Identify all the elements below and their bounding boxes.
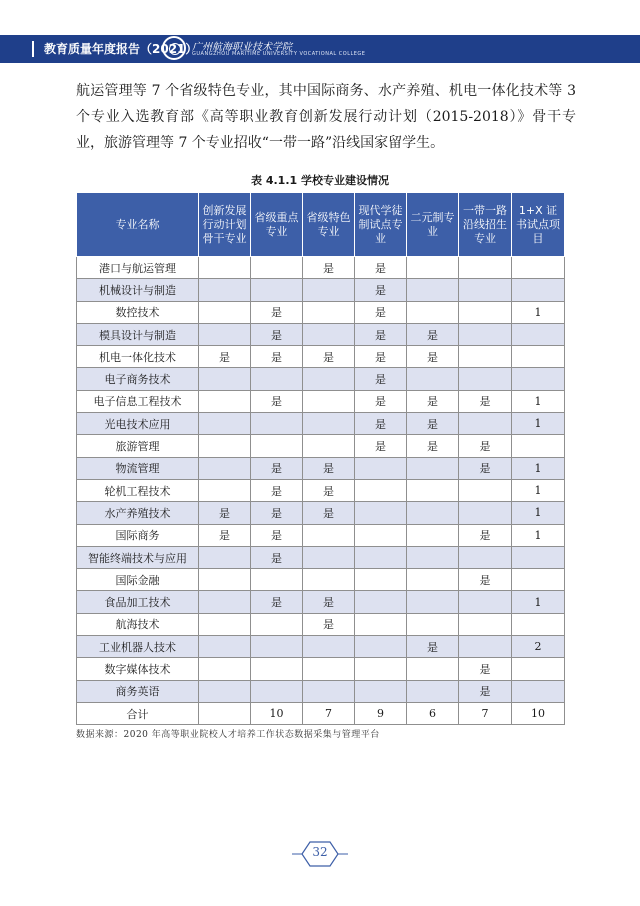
table-cell — [199, 613, 251, 635]
table-cell — [407, 613, 459, 635]
table-cell — [251, 680, 303, 702]
table-cell: 1 — [512, 591, 565, 613]
body-paragraph: 航运管理等 7 个省级特色专业，其中国际商务、水产养殖、机电一体化技术等 3 个专业入选教育部《高等职业教育创新发展行动计划（2015-2018）》骨干专业，旅游管理等 7 个专业招收“一带一路”沿线国家留学生。 — [76, 83, 576, 151]
table-cell: 是 — [251, 301, 303, 323]
table-cell: 1 — [512, 524, 565, 546]
table-cell — [512, 435, 565, 457]
table-cell — [512, 368, 565, 390]
table-cell — [355, 479, 407, 501]
table-cell: 是 — [199, 502, 251, 524]
table-cell: 是 — [355, 390, 407, 412]
table-row — [77, 524, 565, 546]
major-name-cell: 机械设计与制造 — [77, 279, 199, 301]
table-cell — [459, 636, 512, 658]
table-cell: 是 — [303, 502, 355, 524]
table-cell: 是 — [303, 257, 355, 279]
table-row — [77, 613, 565, 635]
table-cell: 是 — [459, 435, 512, 457]
table-cell — [459, 613, 512, 635]
table-row — [77, 479, 565, 501]
total-cell: 6 — [407, 702, 459, 724]
table-cell: 1 — [512, 457, 565, 479]
table-cell — [251, 257, 303, 279]
table-cell: 是 — [251, 323, 303, 345]
table-cell: 是 — [407, 435, 459, 457]
table-row — [77, 658, 565, 680]
table-row — [77, 457, 565, 479]
table-cell — [355, 636, 407, 658]
table-cell: 是 — [355, 435, 407, 457]
total-cell: 10 — [251, 702, 303, 724]
table-cell: 是 — [251, 457, 303, 479]
table-cell — [199, 390, 251, 412]
table-header-row — [77, 193, 565, 257]
table-cell — [303, 636, 355, 658]
table-row — [77, 569, 565, 591]
table-cell — [512, 323, 565, 345]
column-header: 一带一路沿线招生专业 — [459, 193, 512, 257]
table-cell: 是 — [355, 346, 407, 368]
table-cell: 是 — [303, 479, 355, 501]
major-name-cell: 旅游管理 — [77, 435, 199, 457]
total-cell: 7 — [459, 702, 512, 724]
table-cell — [303, 546, 355, 568]
table-cell: 是 — [251, 502, 303, 524]
table-cell: 是 — [303, 457, 355, 479]
table-cell — [459, 257, 512, 279]
table-cell — [251, 613, 303, 635]
column-header: 省级特色专业 — [303, 193, 355, 257]
major-name-cell: 智能终端技术与应用 — [77, 546, 199, 568]
table-cell — [459, 323, 512, 345]
column-header: 现代学徒制试点专业 — [355, 193, 407, 257]
table-cell: 是 — [303, 613, 355, 635]
table-cell — [199, 479, 251, 501]
table-cell — [251, 658, 303, 680]
total-cell: 9 — [355, 702, 407, 724]
table-cell — [303, 301, 355, 323]
table-cell — [303, 658, 355, 680]
table-cell: 是 — [355, 413, 407, 435]
table-cell — [407, 479, 459, 501]
table-cell — [303, 323, 355, 345]
school-logo-icon — [162, 36, 186, 60]
table-cell: 是 — [355, 301, 407, 323]
table-cell — [355, 658, 407, 680]
table-row — [77, 301, 565, 323]
table-cell — [199, 591, 251, 613]
table-cell — [407, 502, 459, 524]
table-cell — [251, 636, 303, 658]
table-row — [77, 435, 565, 457]
table-cell: 2 — [512, 636, 565, 658]
table-cell — [355, 591, 407, 613]
table-cell: 1 — [512, 390, 565, 412]
column-header: 创新发展行动计划骨干专业 — [199, 193, 251, 257]
table-cell: 是 — [407, 636, 459, 658]
table-cell: 是 — [251, 346, 303, 368]
table-cell — [251, 569, 303, 591]
table-cell: 是 — [199, 524, 251, 546]
major-name-cell: 数字媒体技术 — [77, 658, 199, 680]
total-label-cell: 合计 — [77, 702, 199, 724]
table-cell — [407, 524, 459, 546]
table-row — [77, 680, 565, 702]
table-row — [77, 636, 565, 658]
table-cell — [355, 613, 407, 635]
table-cell — [407, 680, 459, 702]
table-cell — [303, 390, 355, 412]
table-cell — [199, 368, 251, 390]
table-row — [77, 390, 565, 412]
table-cell — [512, 346, 565, 368]
table-cell: 1 — [512, 301, 565, 323]
table-cell — [407, 368, 459, 390]
table-cell — [459, 413, 512, 435]
major-name-cell: 工业机器人技术 — [77, 636, 199, 658]
table-cell — [303, 569, 355, 591]
major-name-cell: 轮机工程技术 — [77, 479, 199, 501]
table-cell: 是 — [459, 569, 512, 591]
table-cell — [459, 479, 512, 501]
table-cell — [303, 524, 355, 546]
table-cell — [459, 502, 512, 524]
table-cell: 是 — [355, 279, 407, 301]
table-cell — [303, 435, 355, 457]
table-cell — [199, 546, 251, 568]
table-cell — [199, 435, 251, 457]
table-cell — [512, 613, 565, 635]
table-row — [77, 279, 565, 301]
major-name-cell: 港口与航运管理 — [77, 257, 199, 279]
table-row — [77, 413, 565, 435]
table-cell — [355, 546, 407, 568]
major-name-cell: 航海技术 — [77, 613, 199, 635]
table-cell — [407, 591, 459, 613]
major-name-cell: 机电一体化技术 — [77, 346, 199, 368]
table-cell — [251, 279, 303, 301]
major-name-cell: 物流管理 — [77, 457, 199, 479]
column-header: 专业名称 — [77, 193, 199, 257]
table-row — [77, 502, 565, 524]
table-cell: 1 — [512, 479, 565, 501]
total-cell: 10 — [512, 702, 565, 724]
table-cell: 是 — [303, 346, 355, 368]
table-cell — [459, 301, 512, 323]
table-cell: 是 — [355, 368, 407, 390]
table-cell — [407, 301, 459, 323]
table-cell: 是 — [355, 257, 407, 279]
table-cell — [251, 413, 303, 435]
table-cell — [459, 546, 512, 568]
table-cell — [199, 413, 251, 435]
header-divider — [32, 41, 34, 57]
table-cell — [303, 680, 355, 702]
table-cell — [199, 279, 251, 301]
table-cell — [407, 257, 459, 279]
report-title: 教育质量年度报告（2021） — [44, 42, 198, 56]
major-name-cell: 光电技术应用 — [77, 413, 199, 435]
school-name-en: GUANGZHOU MARITIME UNIVERSITY VOCATIONAL COLLEGE — [192, 51, 366, 57]
table-cell: 是 — [303, 591, 355, 613]
table-cell: 是 — [459, 524, 512, 546]
page-number: 32 — [312, 845, 328, 859]
table-cell — [512, 546, 565, 568]
table-cell: 是 — [251, 591, 303, 613]
table-cell — [199, 636, 251, 658]
table-cell — [303, 413, 355, 435]
table-cell: 是 — [459, 390, 512, 412]
table-cell — [355, 524, 407, 546]
table-cell: 是 — [251, 524, 303, 546]
table-cell — [355, 680, 407, 702]
data-source-note: 数据来源：2020 年高等职业院校人才培养工作状态数据采集与管理平台 — [76, 730, 380, 740]
total-cell: 7 — [303, 702, 355, 724]
major-construction-table — [76, 192, 565, 725]
page-header — [0, 35, 640, 63]
column-header: 二元制专业 — [407, 193, 459, 257]
table-row — [77, 323, 565, 345]
table-cell: 是 — [251, 479, 303, 501]
major-name-cell: 电子商务技术 — [77, 368, 199, 390]
table-caption: 表 4.1.1 学校专业建设情况 — [251, 174, 389, 187]
table-cell: 是 — [459, 680, 512, 702]
table-cell — [199, 457, 251, 479]
table-cell — [199, 658, 251, 680]
table-cell: 是 — [407, 346, 459, 368]
major-name-cell: 数控技术 — [77, 301, 199, 323]
table-cell — [199, 323, 251, 345]
table-cell — [199, 569, 251, 591]
school-name: 广州航海职业技术学院 — [192, 42, 292, 53]
column-header: 省级重点专业 — [251, 193, 303, 257]
table-cell — [407, 658, 459, 680]
table-cell — [407, 457, 459, 479]
table-cell — [512, 680, 565, 702]
table-row — [77, 368, 565, 390]
table-cell — [251, 435, 303, 457]
major-name-cell: 模具设计与制造 — [77, 323, 199, 345]
table-row — [77, 257, 565, 279]
table-cell — [459, 368, 512, 390]
table-cell — [512, 658, 565, 680]
table-cell: 是 — [407, 413, 459, 435]
table-cell: 是 — [459, 457, 512, 479]
table-row — [77, 346, 565, 368]
table-cell — [459, 591, 512, 613]
table-cell — [199, 301, 251, 323]
table-cell — [459, 279, 512, 301]
table-cell: 是 — [407, 323, 459, 345]
table-cell — [407, 279, 459, 301]
table-cell: 1 — [512, 502, 565, 524]
table-cell — [303, 279, 355, 301]
major-name-cell: 水产养殖技术 — [77, 502, 199, 524]
table-cell — [251, 368, 303, 390]
major-name-cell: 商务英语 — [77, 680, 199, 702]
table-row — [77, 591, 565, 613]
table-cell — [355, 569, 407, 591]
total-cell — [199, 702, 251, 724]
major-name-cell: 食品加工技术 — [77, 591, 199, 613]
table-row — [77, 546, 565, 568]
major-name-cell: 国际金融 — [77, 569, 199, 591]
table-cell: 是 — [251, 546, 303, 568]
table-cell — [355, 457, 407, 479]
table-cell — [512, 257, 565, 279]
table-cell — [303, 368, 355, 390]
major-name-cell: 国际商务 — [77, 524, 199, 546]
table-cell: 是 — [407, 390, 459, 412]
table-cell — [512, 569, 565, 591]
table-cell — [199, 680, 251, 702]
table-cell — [355, 502, 407, 524]
table-cell — [407, 569, 459, 591]
table-cell: 是 — [199, 346, 251, 368]
column-header: 1+X 证书试点项目 — [512, 193, 565, 257]
table-cell — [199, 257, 251, 279]
major-name-cell: 电子信息工程技术 — [77, 390, 199, 412]
table-total-row — [77, 702, 565, 724]
table-cell — [512, 279, 565, 301]
table-cell — [459, 346, 512, 368]
table-cell: 是 — [355, 323, 407, 345]
table-cell: 是 — [459, 658, 512, 680]
table-cell: 是 — [251, 390, 303, 412]
table-cell — [407, 546, 459, 568]
table-cell: 1 — [512, 413, 565, 435]
page-number-badge — [292, 836, 348, 872]
